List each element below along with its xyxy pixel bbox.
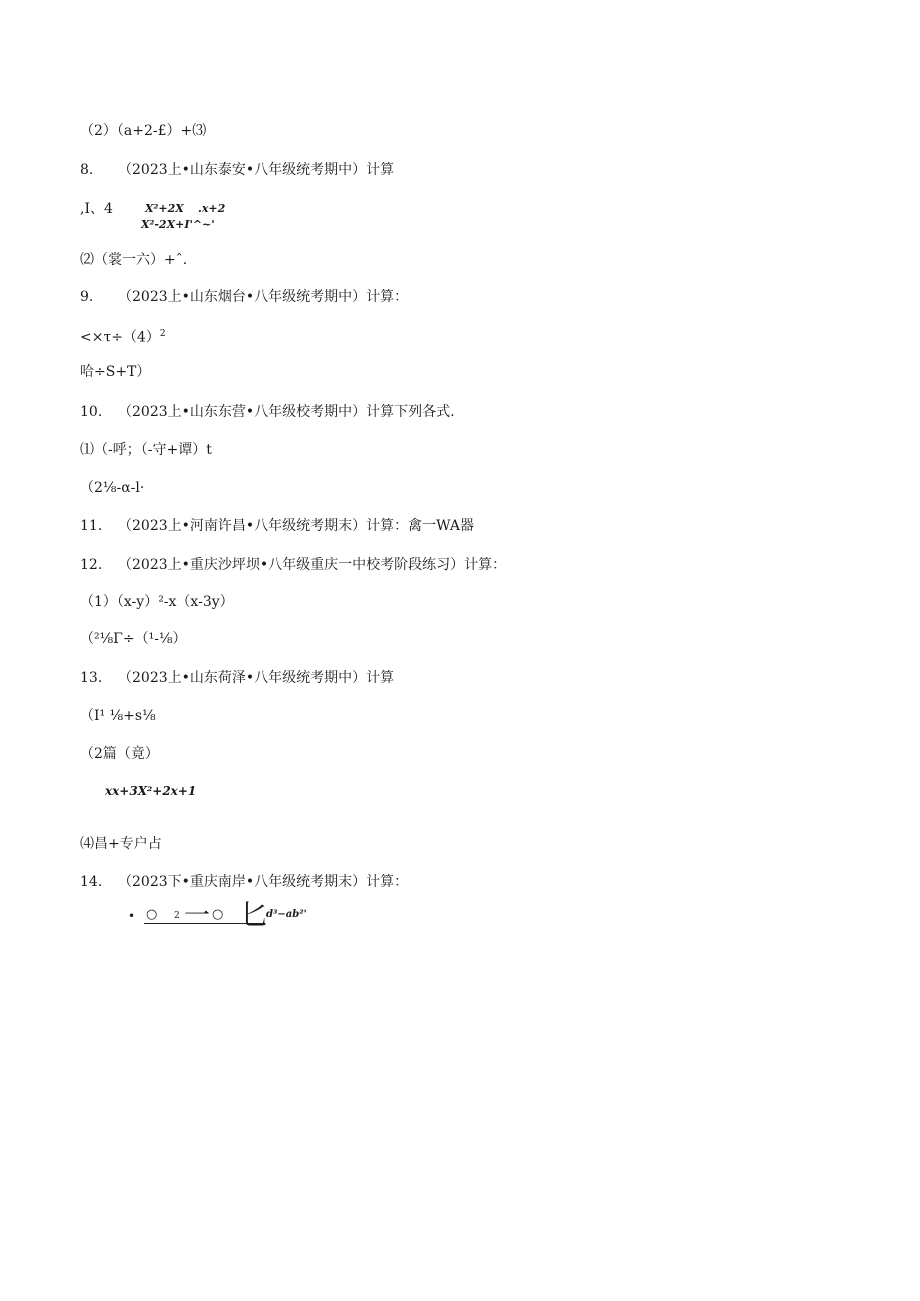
exponent: 2: [174, 911, 180, 921]
q8-part2: ⑵（裳一六）+ˆ.: [80, 252, 188, 268]
q7-part2: （2）（a+2-£）+⑶: [80, 123, 207, 139]
question-source: （2023上•山东泰安•八年级统考期中）计算: [118, 162, 395, 178]
q8-fraction-top-a: X²+2X: [145, 202, 184, 215]
q9-part2: 哈÷S+T）: [80, 364, 151, 380]
q9-heading: [80, 288, 408, 306]
q13-heading: [80, 669, 394, 687]
question-number: 14.: [80, 874, 103, 890]
q8-fraction-bottom: X²-2X+I'^~': [141, 218, 215, 231]
question-number: 9.: [80, 289, 94, 305]
question-source: （2023上•山东烟台•八年级统考期中）计算：: [118, 289, 409, 305]
q10-part1: ⑴（-呼；（-守+谭）t: [80, 442, 212, 458]
expression-tail: d³−ab²': [266, 909, 307, 920]
dash-symbol: 一: [184, 901, 211, 931]
q13-part4: ⑷昌+专户占: [80, 836, 162, 852]
q12-part1: （1）（x-y）²-x（x-3y）: [80, 594, 234, 610]
q8-part1-prefix: ,I、4: [80, 201, 113, 217]
q10-heading: [80, 403, 455, 421]
question-number: 12.: [80, 557, 103, 573]
question-source: （2023上•山东东营•八年级校考期中）计算下列各式.: [118, 404, 455, 420]
question-source: （2023下•重庆南岸•八年级统考期末）计算：: [118, 874, 409, 890]
circle-symbol: ○: [212, 907, 224, 922]
question-source: （2023上•河南许昌•八年级统考期末）计算：禽一WA器: [118, 518, 474, 534]
q13-part1: （I¹ ⅛+s⅛: [80, 708, 156, 724]
question-number: 10.: [80, 404, 103, 420]
circle-symbol: ○: [146, 907, 158, 922]
q8-fraction-top-b: .x+2: [198, 202, 226, 215]
bullet: •: [128, 909, 136, 923]
q13-part2: （2篇（竟）: [80, 746, 159, 762]
question-number: 8.: [80, 162, 94, 178]
q10-part2: （2⅛-α-l·: [80, 480, 145, 496]
q12-part2: （²⅛Γ÷（¹-⅛）: [80, 631, 187, 647]
glyph-symbol: 匕: [240, 898, 269, 931]
exponent: 2: [159, 329, 166, 339]
q14-expression: [128, 898, 328, 931]
q8-heading: [80, 161, 394, 179]
q12-heading: [80, 556, 506, 574]
question-source: （2023上•山东荷泽•八年级统考期中）计算: [118, 670, 395, 686]
q14-heading: [80, 873, 408, 891]
fraction-bar: [144, 923, 264, 924]
question-number: 11.: [80, 518, 103, 534]
q13-part3: xx+3X²+2x+1: [105, 784, 197, 798]
expression: <×τ÷（4）: [80, 329, 160, 346]
q9-part1: [80, 325, 166, 347]
q11-heading: [80, 517, 474, 535]
question-number: 13.: [80, 670, 103, 686]
question-source: （2023上•重庆沙坪坝•八年级重庆一中校考阶段练习）计算：: [118, 557, 507, 573]
